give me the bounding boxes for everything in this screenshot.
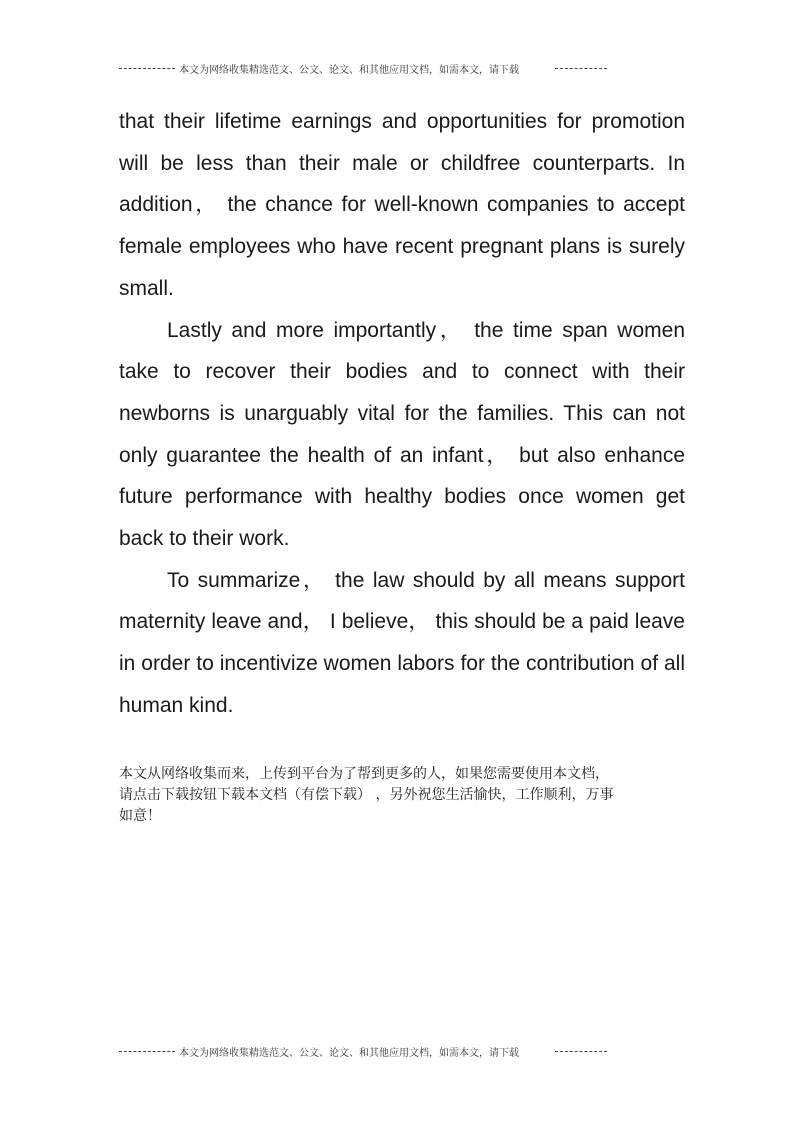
paragraph-summary: To summarize， the law should by all means support maternity leave and， I believe， this should be a paid leave in order to incentivize women labors for the contribution of all human kind. (119, 568, 685, 717)
paragraph-continuation: that their lifetime earnings and opportunities for promotion will be less than their male or childfree counterparts. In addition， the chance for well-known companies to accept female employees who have recent pregnant plans is surely small. (119, 110, 685, 300)
document-body (119, 101, 685, 727)
footer-dash-left (119, 1051, 175, 1052)
download-note-line-2: 请点击下载按钮下载本文档（有偿下载） ，另外祝您生活愉快，工作顺利，万事 (119, 787, 614, 803)
header-dash-right (555, 68, 607, 69)
footer-dash-right (555, 1051, 607, 1052)
download-note-line-3: 如意！ (119, 808, 161, 824)
footer-banner-text: 本文为网络收集精选范文、公文、论文、和其他应用文档，如需本文，请下载 (179, 1047, 519, 1059)
header-dash-left (119, 68, 175, 69)
footer-banner (119, 1043, 639, 1059)
paragraph-lastly: Lastly and more importantly， the time span women take to recover their bodies and to connect with their newborns is unarguably vital for the families. This can not only guarantee the health of an infant， but also enhance future performance with healthy bodies once women get back to their work. (119, 318, 685, 551)
header-banner-text: 本文为网络收集精选范文、公文、论文、和其他应用文档，如需本文，请下载 (179, 64, 519, 76)
download-note (119, 764, 679, 827)
header-banner (119, 60, 639, 76)
download-note-line-1: 本文从网络收集而来，上传到平台为了帮到更多的人，如果您需要使用本文档， (119, 766, 609, 782)
